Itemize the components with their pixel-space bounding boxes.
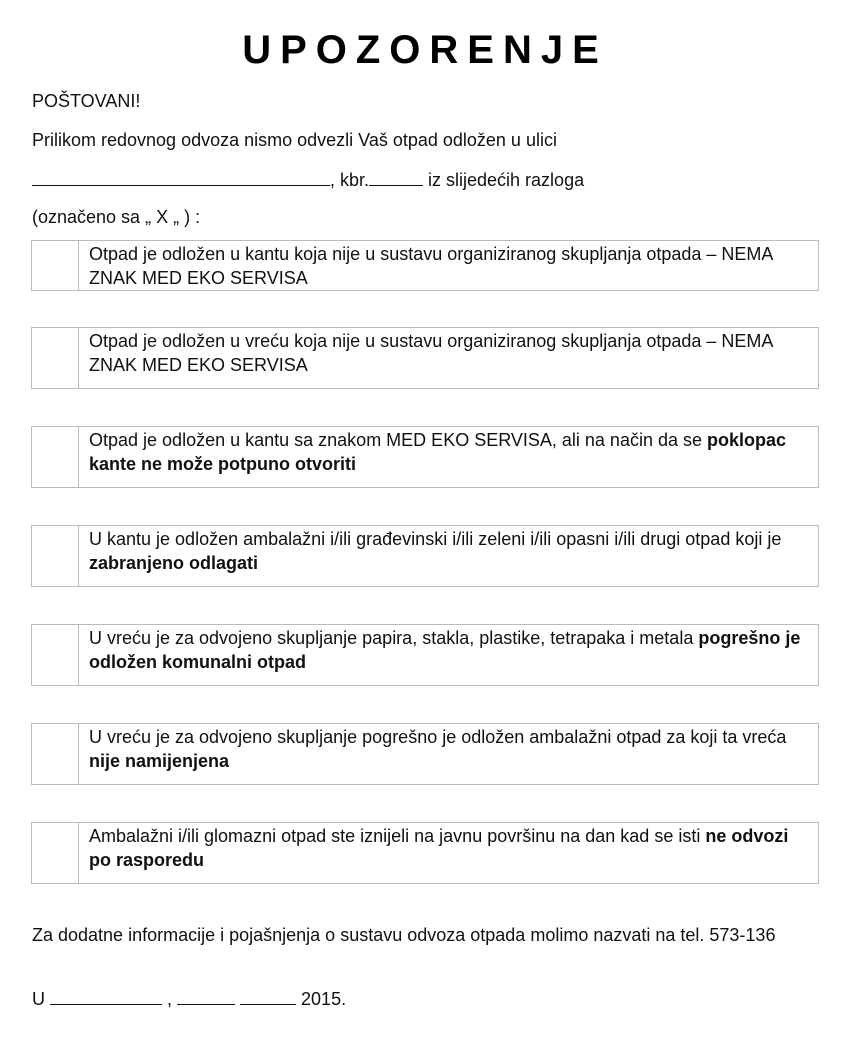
reason-text-cell [79,241,818,290]
street-blank[interactable] [32,167,330,186]
greeting: POŠTOVANI! [32,91,141,111]
reason-checkbox[interactable] [32,724,79,784]
reason-checkbox[interactable] [32,625,79,685]
reason-emphasis: nije namijenjena [89,751,230,771]
reason-text: U vreću je za odvojeno skupljanje pogrešno je odložen ambalažni otpad za koji ta vreća [89,727,787,747]
marked-note: (označeno sa „ X „ ) : [32,207,201,227]
reason-emphasis: zabranjeno odlagati [89,553,259,573]
year-text: 2015. [296,989,347,1009]
reason-row [31,723,819,785]
reason-text-cell [79,526,818,586]
reason-text: Otpad je odložen u kantu koja nije u sustavu organiziranog skupljanja otpada – NEMA ZNAK MED EKO SERVISA [89,244,773,288]
reason-text-cell [79,823,818,883]
house-number-label: , kbr. [330,170,370,190]
reason-row [31,327,819,389]
reason-row [31,822,819,884]
reason-text: Otpad je odložen u vreću koja nije u sustavu organiziranog skupljanja otpada – NEMA ZNAK MED EKO SERVISA [89,331,773,375]
month-blank[interactable] [240,986,296,1005]
place-date-line [32,986,346,1011]
reason-row [31,624,819,686]
reason-emphasis: ne odvozi po rasporedu [89,826,789,870]
reason-text: Otpad je odložen u kantu sa znakom MED EKO SERVISA, ali na način da se [89,430,708,450]
place-comma: , [162,989,178,1009]
place-prefix: U [32,989,50,1009]
reason-row [31,426,819,488]
reason-text-cell [79,724,818,784]
reason-checkbox[interactable] [32,526,79,586]
reason-text: U vreću je za odvojeno skupljanje papira, stakla, plastike, tetrapaka i metala [89,628,699,648]
place-blank[interactable] [50,986,162,1005]
day-blank[interactable] [177,986,235,1005]
reason-text: U kantu je odložen ambalažni i/ili građevinski i/ili zeleni i/ili opasni i/ili drugi otpad koji je [89,529,782,549]
reason-checkbox[interactable] [32,328,79,388]
reason-text-cell [79,625,818,685]
reason-checkbox[interactable] [32,427,79,487]
reason-text: iz slijedećih razloga [423,170,585,190]
page-title: UPOZORENJE [242,28,608,72]
reason-checkbox[interactable] [32,823,79,883]
reason-text-cell [79,427,818,487]
reason-checkbox[interactable] [32,241,79,290]
reason-text: Ambalažni i/ili glomazni otpad ste iznijeli na javnu površinu na dan kad se isti [89,826,706,846]
intro-text: Prilikom redovnog odvoza nismo odvezli Vaš otpad odložen u ulici [32,130,557,150]
reason-emphasis: poklopac kante ne može potpuno otvoriti [89,430,787,474]
house-number-blank[interactable] [369,167,423,186]
reason-emphasis: pogrešno je odložen komunalni otpad [89,628,801,672]
reason-text-cell [79,328,818,388]
reason-row [31,525,819,587]
address-line [32,167,584,192]
contact-info: Za dodatne informacije i pojašnjenja o sustavu odvoza otpada molimo nazvati na tel. 573-136 [32,925,776,945]
reason-row [31,240,819,291]
